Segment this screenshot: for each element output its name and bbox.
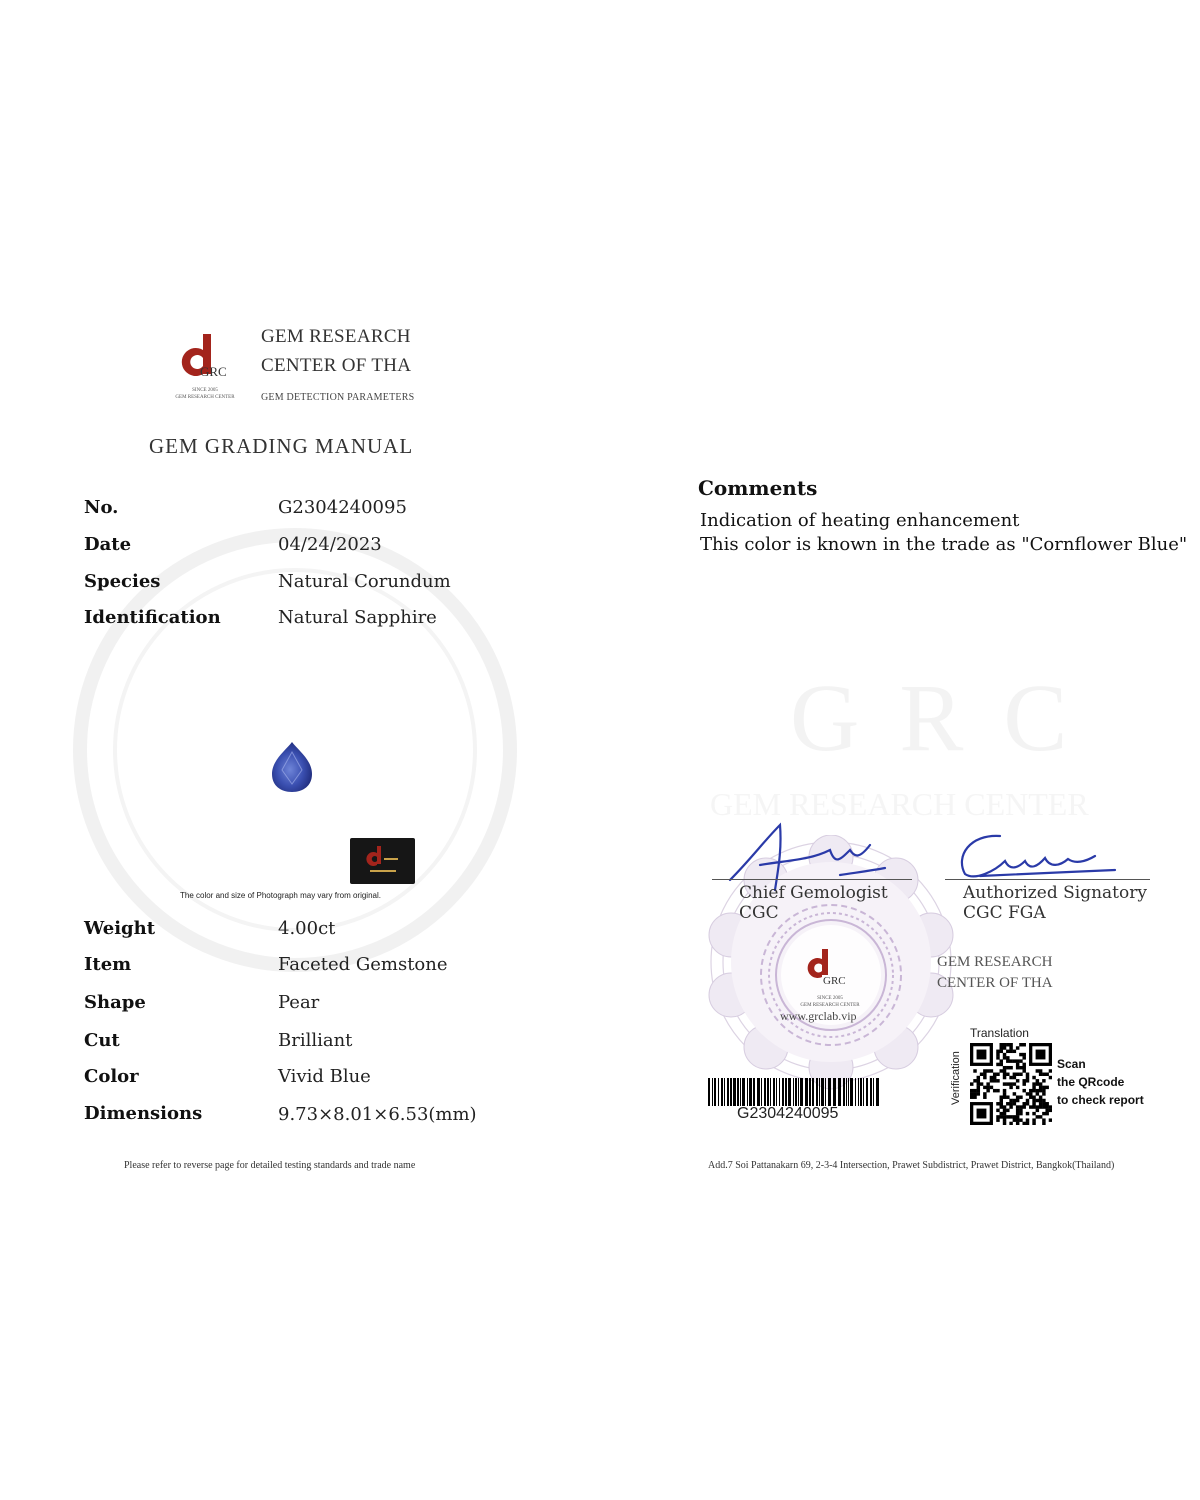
signature-authorized [950,826,1120,886]
value-date: 04/24/2023 [278,534,382,555]
chief-gemologist-org: CGC [739,903,779,923]
grc-watermark [700,650,1160,830]
label-dimensions: Dimensions [84,1103,203,1124]
authorized-signatory-org: CGC FGA [963,903,1046,923]
value-color: Vivid Blue [278,1066,371,1087]
label-color: Color [84,1066,139,1087]
grc-logo [165,330,245,405]
brand-line-1: GEM RESEARCH [261,326,411,347]
stamp-logo-text: GRC [823,975,846,987]
brand-line-2: CENTER OF THA [261,355,412,376]
signature-line-right [945,879,1150,880]
footer-left-note: Please refer to reverse page for detailed testing standards and trade name [124,1160,416,1171]
page-title: GEM GRADING MANUAL [149,434,414,458]
photo-note: The color and size of Photograph may vary from original. [180,891,381,900]
signature-line-left [712,879,912,880]
label-species: Species [84,571,161,592]
svg-text:GRC: GRC [790,664,1108,771]
qr-scan-line-3: to check report [1057,1093,1144,1107]
stamp-sub: GEM RESEARCH CENTER [800,1003,860,1008]
label-no: No. [84,497,119,518]
value-no: G2304240095 [278,497,407,518]
barcode [708,1078,883,1108]
grc-card-image [350,838,415,884]
qr-scan-line-2: the QRcode [1057,1075,1125,1089]
label-weight: Weight [84,918,156,939]
grc-card-logo-icon [350,838,415,884]
value-species: Natural Corundum [278,571,451,592]
logo-sub: GEM RESEARCH CENTER [175,395,235,400]
qr-translation-label: Translation [970,1026,1029,1040]
qr-verification-label: Verification [950,1051,962,1105]
comments-title: Comments [698,476,818,500]
authorized-signatory-title: Authorized Signatory [963,883,1147,903]
value-cut: Brilliant [278,1030,353,1051]
comment-line-2: This color is known in the trade as "Cornflower Blue" [700,534,1188,555]
stamp-name-line-2: CENTER OF THA [937,975,1053,991]
logo-since: SINCE 2005 [192,388,218,393]
qr-code-icon[interactable] [970,1043,1052,1125]
value-shape: Pear [278,992,320,1013]
label-item: Item [84,954,132,975]
stamp-since: SINCE 2005 [817,996,843,1001]
stamp-name-line-1: GEM RESEARCH [937,954,1053,970]
stamp-url: www.grclab.vip [780,1009,857,1023]
value-item: Faceted Gemstone [278,954,448,975]
value-dimensions: 9.73×8.01×6.53(mm) [278,1104,477,1125]
label-shape: Shape [84,992,146,1013]
qr-scan-line-1: Scan [1057,1057,1086,1071]
label-date: Date [84,534,132,555]
logo-text: GRC [200,364,227,379]
brand-sub: GEM DETECTION PARAMETERS [261,392,415,403]
value-weight: 4.00ct [278,918,336,939]
chief-gemologist-title: Chief Gemologist [739,883,888,903]
svg-text:GEM RESEARCH CENTER: GEM RESEARCH CENTER [710,786,1089,822]
footer-right-address: Add.7 Soi Pattanakarn 69, 2-3-4 Intersection, Prawet Subdistrict, Prawet District, Bangkok(Thailand) [708,1160,1115,1171]
barcode-text: G2304240095 [737,1105,839,1122]
label-identification: Identification [84,607,221,628]
value-identification: Natural Sapphire [278,607,437,628]
label-cut: Cut [84,1030,120,1051]
gem-photo [268,740,316,794]
comment-line-1: Indication of heating enhancement [700,510,1020,531]
